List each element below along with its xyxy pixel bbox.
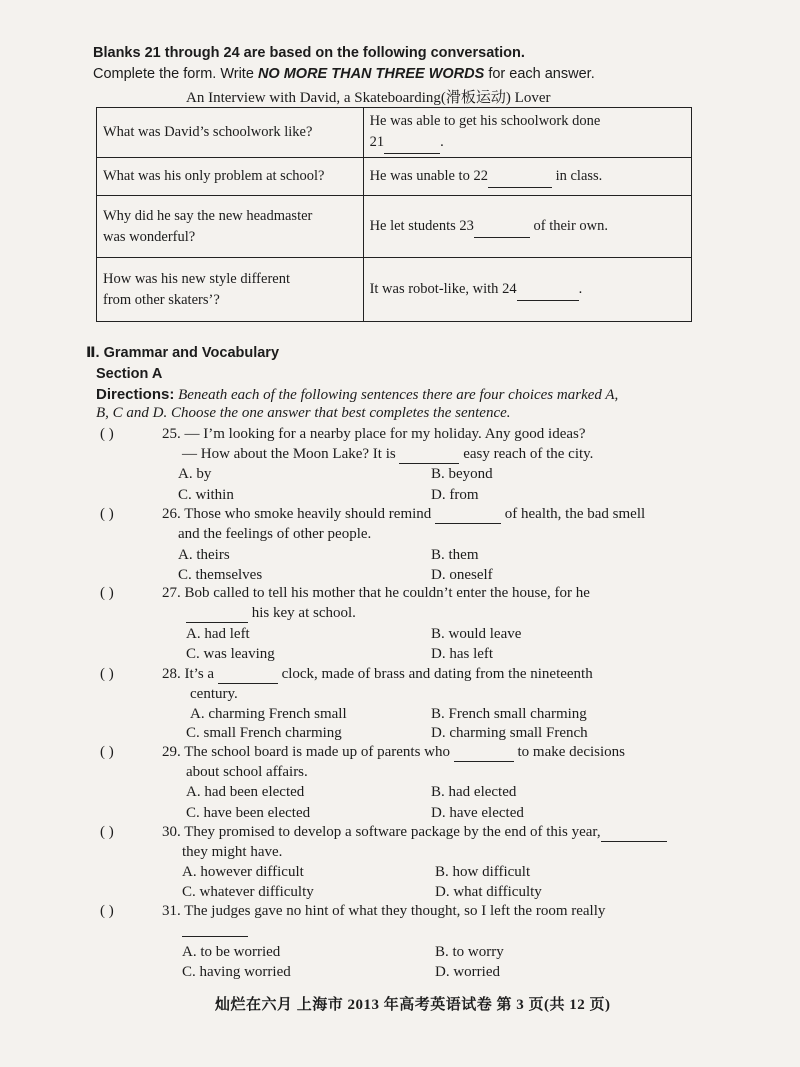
answer-blank[interactable]	[182, 936, 248, 937]
form-instruction	[93, 66, 595, 82]
option-a[interactable]: A. theirs	[178, 547, 230, 563]
question-text: — I’m looking for a nearby place for my holiday. Any good ideas?	[184, 426, 586, 442]
option-a[interactable]: A. had left	[186, 626, 250, 642]
question-number: 30.	[162, 824, 181, 840]
option-a[interactable]: A. by	[178, 466, 212, 482]
option-b[interactable]: B. beyond	[431, 466, 493, 482]
option-a[interactable]: A. had been elected	[186, 784, 305, 800]
option-b[interactable]: B. would leave	[431, 626, 522, 642]
question-line: from other skaters’?	[103, 291, 220, 308]
answer-tail: .	[578, 280, 583, 297]
option-d[interactable]: D. worried	[435, 964, 500, 980]
answer-blank[interactable]	[601, 824, 667, 842]
page-footer: 灿烂在六月 上海市 2013 年高考英语试卷 第 3 页(共 12 页)	[215, 997, 611, 1013]
option-c[interactable]: C. have been elected	[186, 805, 311, 821]
question-27	[100, 585, 590, 602]
question-text: of health, the bad smell	[501, 506, 646, 522]
form-instruction-post: for each answer.	[484, 66, 595, 82]
question-text: clock, made of brass and dating from the nineteenth	[277, 666, 593, 682]
option-c[interactable]: C. whatever difficulty	[182, 884, 314, 900]
answer-blank[interactable]	[399, 446, 459, 464]
question-text: his key at school.	[248, 605, 356, 621]
option-b[interactable]: B. had elected	[431, 784, 517, 800]
question-text: easy reach of the city.	[459, 446, 594, 462]
blank-number: 21	[369, 134, 385, 150]
answer-blank[interactable]	[474, 216, 530, 238]
form-question: What was his only problem at school?	[97, 158, 364, 196]
directions-label: Directions:	[96, 386, 175, 403]
option-d[interactable]: D. have elected	[431, 805, 524, 821]
blank-number: 23	[459, 217, 474, 234]
option-b[interactable]: B. to worry	[435, 944, 504, 960]
answer-pre: It was robot-like, with	[369, 280, 503, 297]
question-number: 28.	[162, 666, 181, 682]
answer-line	[370, 132, 685, 154]
form-instruction-pre: Complete the form. Write	[93, 66, 258, 82]
form-answer	[363, 258, 691, 322]
option-c[interactable]: C. was leaving	[186, 646, 275, 662]
question-number: 26.	[162, 506, 181, 522]
answer-paren[interactable]: ( )	[100, 903, 114, 919]
option-a[interactable]: A. to be worried	[182, 944, 281, 960]
option-a[interactable]: A. charming French small	[190, 706, 347, 722]
option-b[interactable]: B. French small charming	[431, 706, 587, 722]
question-29	[100, 744, 625, 762]
answer-blank[interactable]	[488, 166, 552, 188]
answer-blank[interactable]	[384, 132, 440, 154]
question-line: Why did he say the new headmaster	[103, 207, 313, 224]
question-line: was wonderful?	[103, 228, 196, 245]
question-number: 29.	[162, 744, 181, 760]
question-27-line2	[186, 605, 356, 623]
form-question	[97, 258, 364, 322]
question-28-line2: century.	[190, 686, 238, 702]
question-text: Bob called to tell his mother that he couldn’t enter the house, for he	[184, 585, 590, 601]
interview-form	[96, 107, 692, 322]
form-question	[97, 196, 364, 258]
option-b[interactable]: B. how difficult	[435, 864, 531, 880]
option-d[interactable]: D. from	[431, 487, 479, 503]
directions	[96, 386, 618, 404]
part-heading: Ⅱ. Grammar and Vocabulary	[86, 345, 280, 361]
directions-line2: B, C and D. Choose the one answer that best completes the sentence.	[96, 405, 511, 421]
question-text: They promised to develop a software package by the end of this year,	[184, 824, 601, 840]
question-line: How was his new style different	[103, 270, 290, 287]
answer-pre: He let students	[369, 217, 460, 234]
question-29-line2: about school affairs.	[186, 764, 308, 780]
answer-line: He was able to get his schoolwork done	[369, 113, 601, 129]
directions-text: Beneath each of the following sentences there are four choices marked A,	[174, 387, 619, 403]
blank-number: 24	[502, 280, 517, 297]
answer-tail: in class.	[551, 167, 603, 184]
answer-pre: He was unable to	[369, 167, 474, 184]
option-c[interactable]: C. themselves	[178, 567, 263, 583]
form-title: An Interview with David, a Skateboarding(滑板运动) Lover	[186, 90, 551, 106]
question-26	[100, 506, 645, 524]
form-row	[97, 196, 692, 258]
option-d[interactable]: D. charming small French	[431, 725, 588, 741]
answer-tail: .	[440, 134, 444, 150]
answer-paren[interactable]: ( )	[100, 824, 114, 840]
form-answer	[363, 108, 691, 158]
question-text: The school board is made up of parents who	[184, 744, 454, 760]
question-text: to make decisions	[513, 744, 625, 760]
answer-paren[interactable]: ( )	[100, 744, 114, 760]
form-row	[97, 258, 692, 322]
option-c[interactable]: C. small French charming	[186, 725, 342, 741]
option-d[interactable]: D. oneself	[431, 567, 493, 583]
form-answer	[363, 196, 691, 258]
question-text: The judges gave no hint of what they thought, so I left the room really	[184, 903, 606, 919]
form-question: What was David’s schoolwork like?	[97, 108, 364, 158]
section-heading: Section A	[96, 366, 163, 382]
answer-tail: of their own.	[529, 217, 608, 234]
question-25-line2	[182, 446, 593, 464]
question-28	[100, 666, 593, 684]
blanks-instruction: Blanks 21 through 24 are based on the following conversation.	[93, 45, 525, 61]
question-30-line2: they might have.	[182, 844, 283, 860]
answer-paren[interactable]: ( )	[100, 666, 114, 682]
word-limit: NO MORE THAN THREE WORDS	[257, 66, 485, 82]
question-number: 25.	[162, 426, 181, 442]
option-b[interactable]: B. them	[431, 547, 479, 563]
question-26-line2: and the feelings of other people.	[178, 526, 372, 542]
question-text: Those who smoke heavily should remind	[184, 506, 436, 522]
answer-blank[interactable]	[218, 666, 278, 684]
form-answer	[363, 158, 691, 196]
option-c[interactable]: C. having worried	[182, 964, 291, 980]
answer-blank[interactable]	[517, 279, 579, 301]
option-d[interactable]: D. what difficulty	[435, 884, 542, 900]
answer-blank[interactable]	[186, 605, 248, 623]
question-text: It’s a	[184, 666, 218, 682]
question-text: — How about the Moon Lake? It is	[182, 446, 400, 462]
form-row	[97, 158, 692, 196]
answer-paren[interactable]: ( )	[100, 506, 114, 522]
answer-paren[interactable]: ( )	[100, 426, 114, 442]
option-d[interactable]: D. has left	[431, 646, 494, 662]
question-25	[100, 426, 586, 443]
form-row	[97, 108, 692, 158]
blank-number: 22	[473, 167, 488, 184]
question-30	[100, 824, 667, 842]
answer-paren[interactable]: ( )	[100, 585, 114, 601]
question-31	[100, 903, 605, 920]
answer-blank[interactable]	[454, 744, 514, 762]
question-number: 31.	[162, 903, 181, 919]
option-c[interactable]: C. within	[178, 487, 234, 503]
answer-blank[interactable]	[435, 506, 501, 524]
question-number: 27.	[162, 585, 181, 601]
option-a[interactable]: A. however difficult	[182, 864, 304, 880]
